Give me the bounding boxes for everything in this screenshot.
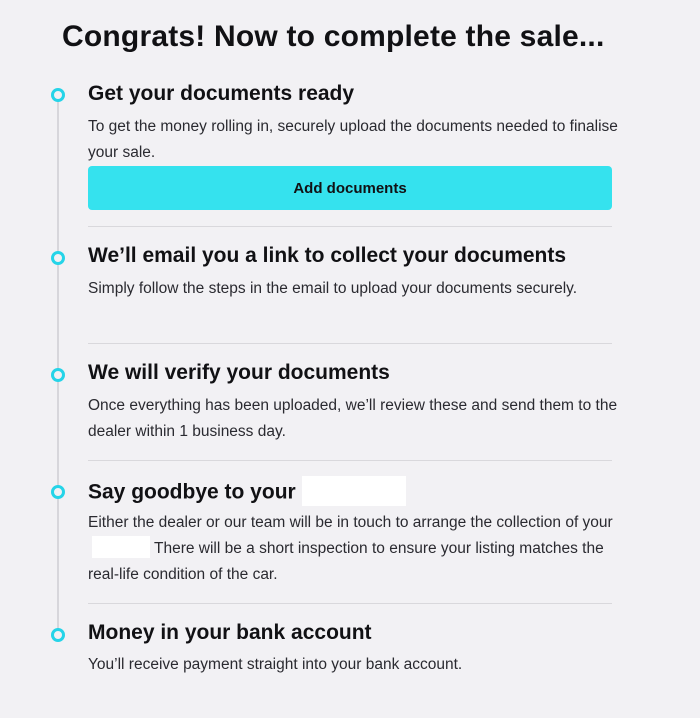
step-marker-icon xyxy=(51,88,65,102)
divider xyxy=(88,603,612,604)
step-title: Money in your bank account xyxy=(88,621,372,644)
step-title: We will verify your documents xyxy=(88,361,390,384)
step-marker-icon xyxy=(51,485,65,499)
step-description: You’ll receive payment straight into your bank account. xyxy=(88,656,463,673)
step-title-text: Say goodbye to your xyxy=(88,480,296,504)
step-description xyxy=(88,510,618,588)
step-marker-icon xyxy=(51,628,65,642)
step-title: Get your documents ready xyxy=(88,82,355,105)
timeline-line xyxy=(57,94,59,634)
step-description: Once everything has been uploaded, we’ll review these and send them to the dealer within 1 business day. xyxy=(88,397,618,440)
step-description: Simply follow the steps in the email to upload your documents securely. xyxy=(88,280,578,297)
add-documents-button[interactable]: Add documents xyxy=(88,166,612,210)
divider xyxy=(88,226,612,227)
step-title xyxy=(88,478,406,508)
step-marker-icon xyxy=(51,368,65,382)
step-description-start: Either the dealer or our team will be in touch to arrange the collection of your xyxy=(88,514,613,531)
redacted-block xyxy=(302,476,406,506)
page-title: Congrats! Now to complete the sale... xyxy=(62,20,605,53)
step-marker-icon xyxy=(51,251,65,265)
divider xyxy=(88,460,612,461)
step-description: To get the money rolling in, securely upload the documents needed to finalise your sale. xyxy=(88,118,618,161)
redacted-block xyxy=(92,536,150,558)
step-description-end: There will be a short inspection to ensure your listing matches the real-life condition of the car. xyxy=(88,540,604,583)
divider xyxy=(88,343,612,344)
step-title: We’ll email you a link to collect your documents xyxy=(88,244,567,267)
